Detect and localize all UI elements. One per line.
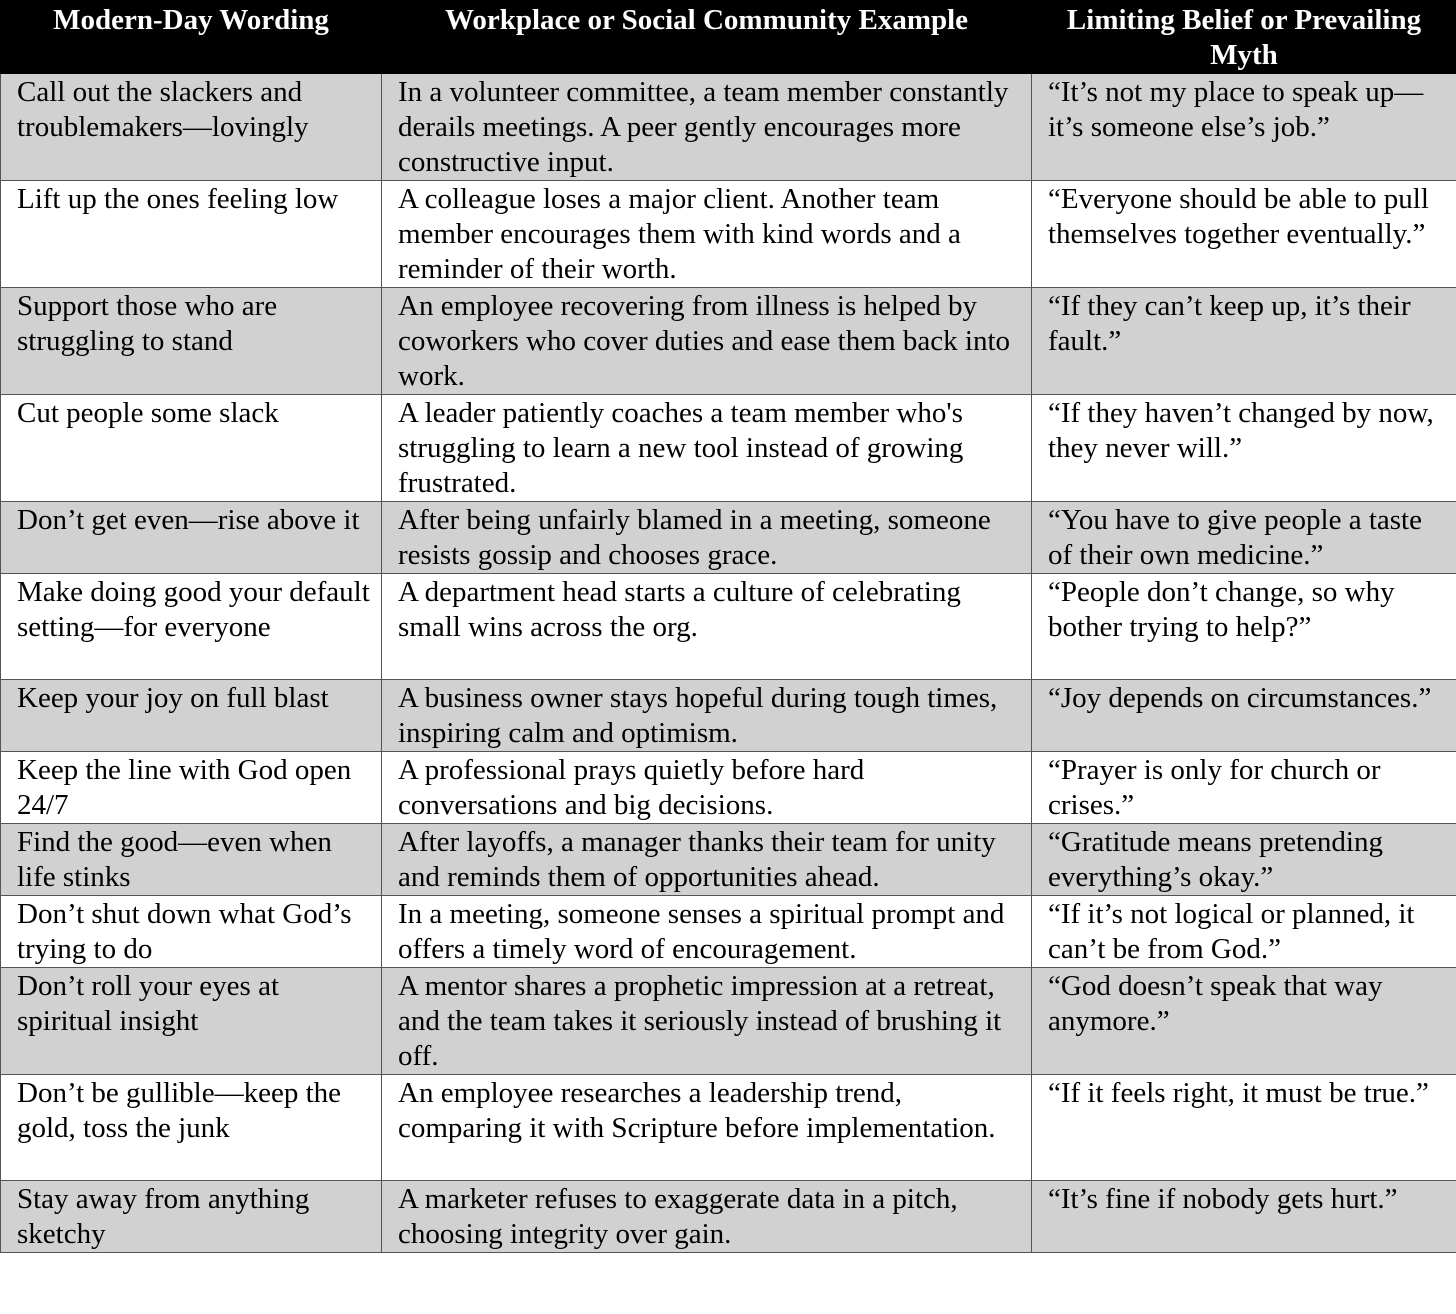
cell-belief: “If they can’t keep up, it’s their fault.” [1032,288,1456,395]
header-belief: Limiting Belief or Prevailing Myth [1032,1,1456,74]
table-row [1,395,1456,502]
cell-example: A colleague loses a major client. Another team member encourages them with kind words and a reminder of their worth. [382,181,1032,288]
cell-belief: “It’s not my place to speak up—it’s someone else’s job.” [1032,74,1456,181]
table-row [1,74,1456,181]
cell-belief: “If it feels right, it must be true.” [1032,1075,1456,1181]
table-row [1,824,1456,896]
cell-example: A department head starts a culture of celebrating small wins across the org. [382,574,1032,680]
cell-belief: “Everyone should be able to pull themselves together eventually.” [1032,181,1456,288]
cell-wording: Stay away from anything sketchy [1,1181,382,1253]
cell-wording: Keep your joy on full blast [1,680,382,752]
cell-belief: “God doesn’t speak that way anymore.” [1032,968,1456,1075]
cell-example: A leader patiently coaches a team member who's struggling to learn a new tool instead of growing frustrated. [382,395,1032,502]
cell-example: After being unfairly blamed in a meeting, someone resists gossip and chooses grace. [382,502,1032,574]
table-row [1,680,1456,752]
cell-belief: “Joy depends on circumstances.” [1032,680,1456,752]
cell-belief: “Prayer is only for church or crises.” [1032,752,1456,824]
cell-example: A marketer refuses to exaggerate data in a pitch, choosing integrity over gain. [382,1181,1032,1253]
cell-example: An employee recovering from illness is helped by coworkers who cover duties and ease them back into work. [382,288,1032,395]
cell-wording: Don’t get even—rise above it [1,502,382,574]
cell-belief: “If it’s not logical or planned, it can’t be from God.” [1032,896,1456,968]
cell-wording: Don’t shut down what God’s trying to do [1,896,382,968]
table-row [1,181,1456,288]
cell-wording: Cut people some slack [1,395,382,502]
header-example: Workplace or Social Community Example [382,1,1032,74]
table-row [1,968,1456,1075]
cell-belief: “It’s fine if nobody gets hurt.” [1032,1181,1456,1253]
cell-example: In a volunteer committee, a team member constantly derails meetings. A peer gently encourages more constructive input. [382,74,1032,181]
cell-example: A business owner stays hopeful during tough times, inspiring calm and optimism. [382,680,1032,752]
table-row [1,502,1456,574]
table-row [1,1075,1456,1181]
cell-wording: Keep the line with God open 24/7 [1,752,382,824]
table-row [1,574,1456,680]
header-row [1,1,1456,74]
cell-wording: Support those who are struggling to stand [1,288,382,395]
table-row [1,896,1456,968]
cell-example: In a meeting, someone senses a spiritual prompt and offers a timely word of encouragement. [382,896,1032,968]
cell-example: An employee researches a leadership trend, comparing it with Scripture before implementation. [382,1075,1032,1181]
cell-belief: “If they haven’t changed by now, they never will.” [1032,395,1456,502]
cell-example: A mentor shares a prophetic impression at a retreat, and the team takes it seriously instead of brushing it off. [382,968,1032,1075]
cell-belief: “People don’t change, so why bother trying to help?” [1032,574,1456,680]
table-row [1,288,1456,395]
table-row [1,752,1456,824]
cell-wording: Don’t be gullible—keep the gold, toss the junk [1,1075,382,1181]
cell-wording: Lift up the ones feeling low [1,181,382,288]
table-row [1,1181,1456,1253]
cell-wording: Find the good—even when life stinks [1,824,382,896]
header-wording: Modern-Day Wording [1,1,382,74]
cell-example: A professional prays quietly before hard conversations and big decisions. [382,752,1032,824]
cell-belief: “Gratitude means pretending everything’s okay.” [1032,824,1456,896]
cell-belief: “You have to give people a taste of their own medicine.” [1032,502,1456,574]
cell-wording: Don’t roll your eyes at spiritual insight [1,968,382,1075]
cell-wording: Make doing good your default setting—for everyone [1,574,382,680]
cell-example: After layoffs, a manager thanks their team for unity and reminds them of opportunities ahead. [382,824,1032,896]
cell-wording: Call out the slackers and troublemakers—lovingly [1,74,382,181]
